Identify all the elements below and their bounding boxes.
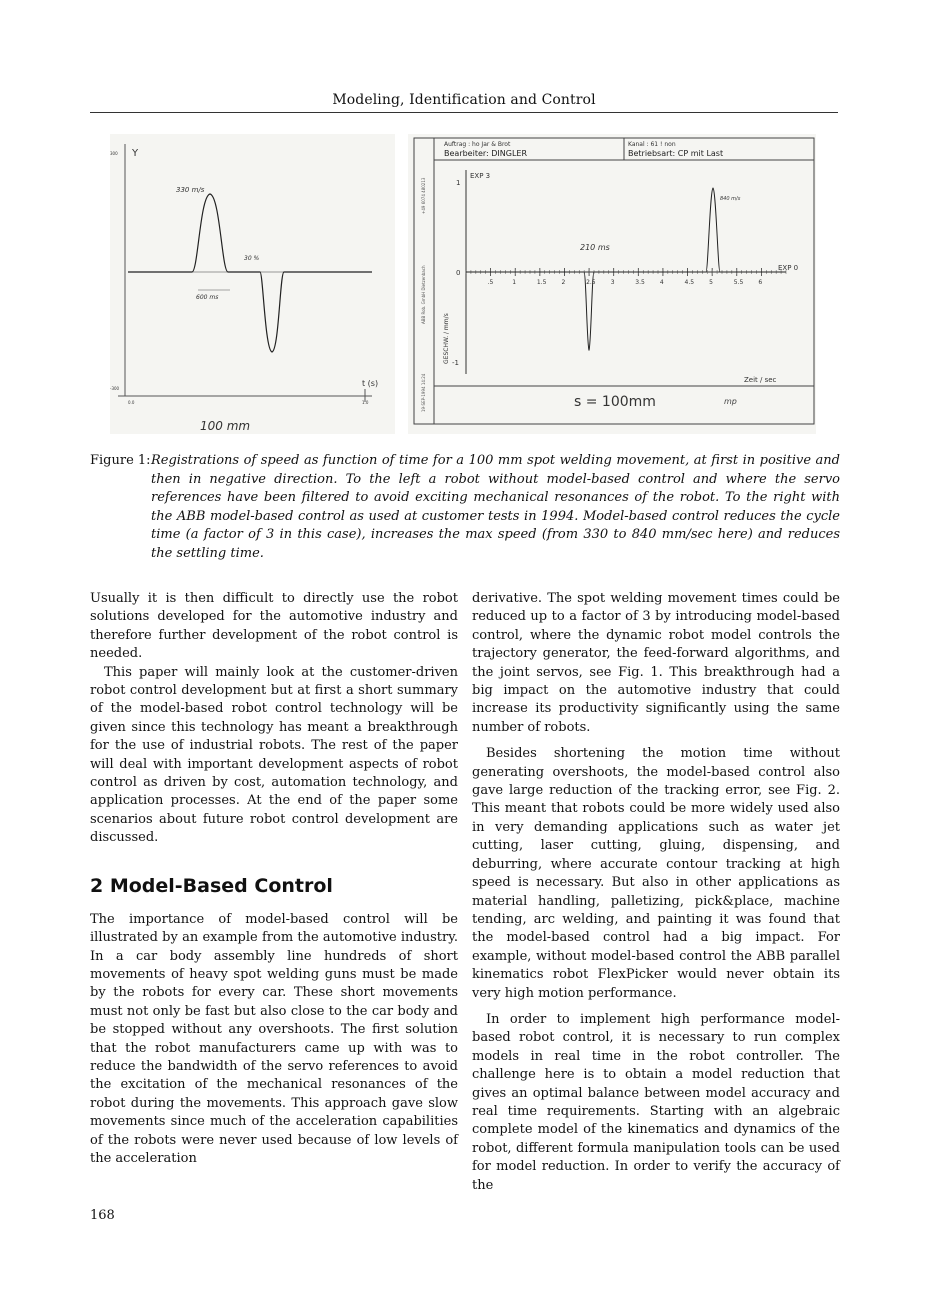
left-tick-top: 300 <box>110 151 118 156</box>
paragraph: The importance of model-based control will be illustrated by an example from the automotive industry. In a car body assembly line hundreds of short movements of heavy spot welding guns must be made by the robots for every car. These short movements must not only be fast but also close to the car body and be stopped without any overshoots. The first solution that the robot manufacturers came up with was to reduce the bandwidth of the servo references to avoid the excitation of the mechanical resonances of the robot during the movements. This approach gave slow movements since much of the acceleration capabilities of the robots were never used because of low levels of the acceleration <box>90 911 458 1166</box>
right-y-axis-label: GESCHW. / mm/s <box>443 313 450 364</box>
right-header-left-top: Auftrag : ho Jar & Brot <box>444 141 511 148</box>
right-x-tick-label: .5 <box>487 279 494 286</box>
right-peak-annotation: 840 m/s <box>720 196 741 202</box>
right-footer-mark: mp <box>724 397 737 406</box>
section-heading: 2 Model-Based Control <box>90 874 333 897</box>
right-x-tick-label: 6 <box>758 279 763 286</box>
right-side-text-3: 19-SEP-1994 14:24 <box>421 373 426 412</box>
right-side-text-1: ABB Rob. GmbH Dietzenbach <box>421 265 426 324</box>
left-time-annotation: 600 ms <box>196 294 219 301</box>
paragraph: Usually it is then difficult to directly use the robot solutions developed for the automotive industry and therefore further development of the robot control is needed. <box>90 591 458 662</box>
right-x-tick-label: 4 <box>659 279 664 286</box>
left-tick-origin: 0.0 <box>128 400 135 405</box>
left-plot-paper <box>110 134 395 434</box>
left-tick-bottom: -300 <box>110 386 120 391</box>
figure-caption <box>90 452 840 564</box>
paragraph: derivative. The spot welding movement times could be reduced up to a factor of 3 by introducing model-based control, where the dynamic robot model controls the trajectory generator, the feed-forward algorithms, and the joint servos, see Fig. 1. This breakthrough had a big impact on the automotive industry that could increase its productivity significantly using the same number of robots. <box>472 591 840 735</box>
right-x-tick-label: 2.5 <box>586 279 596 286</box>
left-y-axis-label: Y <box>132 148 139 159</box>
left-overshoot-annotation: 30 % <box>244 255 260 262</box>
left-column <box>90 590 458 1168</box>
right-y-tick-top: 1 <box>456 179 461 187</box>
right-y-tick-bottom: -1 <box>452 359 459 367</box>
right-x-tick-label: 5.5 <box>733 279 744 286</box>
right-low-annotation: 210 ms <box>580 243 610 252</box>
paragraph: This paper will mainly look at the customer-driven robot control development but at first a short summary of the model-based robot control technology will be given since this technology has meant a breakthrough for the use of industrial robots. The rest of the paper will deal with important development aspects of robot control as driven by cost, automation technology, and application processes. At the end of the paper some scenarios about future robot control development are discussed. <box>90 664 458 846</box>
paragraph: Besides shortening the motion time without generating overshoots, the model-based control also gave large reduction of the tracking error, see Fig. 2. This meant that robots could be more widely used also in very demanding applications such as water jet cutting, laser cutting, gluing, dispensing, and deburring, where accurate contour tracking at high speed is necessary. But also in other applications as material handling, palletizing, pick&place, machine tending, arc welding, and painting it was found that the model-based control had a big impact. For example, without model-based control the ABB parallel kinematics robot FlexPicker would never obtain its very high motion performance. <box>472 746 840 1001</box>
right-header-right: Betriebsart: CP mit Last <box>628 149 724 158</box>
right-trace-top-label: EXP 3 <box>470 172 491 180</box>
right-x-tick-label: 5 <box>709 279 713 286</box>
right-trace-zero-label: EXP 0 <box>778 264 799 272</box>
right-time-label: Zeit / sec <box>744 376 777 384</box>
left-x-axis-label: t (s) <box>362 379 379 388</box>
right-footer-text: s = 100mm <box>574 394 656 410</box>
left-handwritten-caption: 100 mm <box>200 419 251 433</box>
left-peak-annotation: 330 m/s <box>176 186 205 194</box>
right-x-tick-label: 1 <box>512 279 517 286</box>
right-side-text-2: +49 6074 480213 <box>421 177 426 214</box>
right-x-tick-label: 4.5 <box>684 279 695 286</box>
right-x-tick-label: 2 <box>561 279 566 286</box>
right-y-tick-zero: 0 <box>456 269 461 277</box>
running-title: Modeling, Identification and Control <box>332 92 596 108</box>
paragraph: In order to implement high performance model-based robot control, it is necessary to run complex models in real time in the robot controller. The challenge here is to obtain a model reduction that gives an optimal balance between model accuracy and real time requirements. Starting with an algebraic complete model of the kinematics and dynamics of the robot, different formula manipulation tools can be used for model reduction. In order to verify the accuracy of the <box>472 1011 840 1193</box>
right-x-tick-label: 1.5 <box>536 279 547 286</box>
figure-left-plot <box>110 134 395 434</box>
page-number: 168 <box>90 1208 115 1223</box>
right-x-tick-label: 3 <box>610 279 615 286</box>
figure-right-plot <box>408 134 816 434</box>
right-header-right-top: Kanal : 61 ! non <box>628 141 676 148</box>
header-rule <box>90 112 838 113</box>
left-tick-end: 1.0 <box>362 400 369 405</box>
right-header-left: Bearbeiter: DINGLER <box>444 149 528 158</box>
right-column <box>472 590 840 1195</box>
caption-text: Registrations of speed as function of time for a 100 mm spot welding movement, at first in positive and then in negative direction. To the left a robot without model-based control and where the servo references have been filtered to avoid exciting mechanical resonances of the robot. To the right with the ABB model-based control as used at customer tests in 1994. Model-based control reduces the cycle time (a factor of 3 in this case), increases the max speed (from 330 to 840 mm/sec here) and reduces the settling time. <box>151 453 840 561</box>
caption-label: Figure 1: <box>90 453 151 468</box>
right-x-tick-label: 3.5 <box>635 279 645 286</box>
